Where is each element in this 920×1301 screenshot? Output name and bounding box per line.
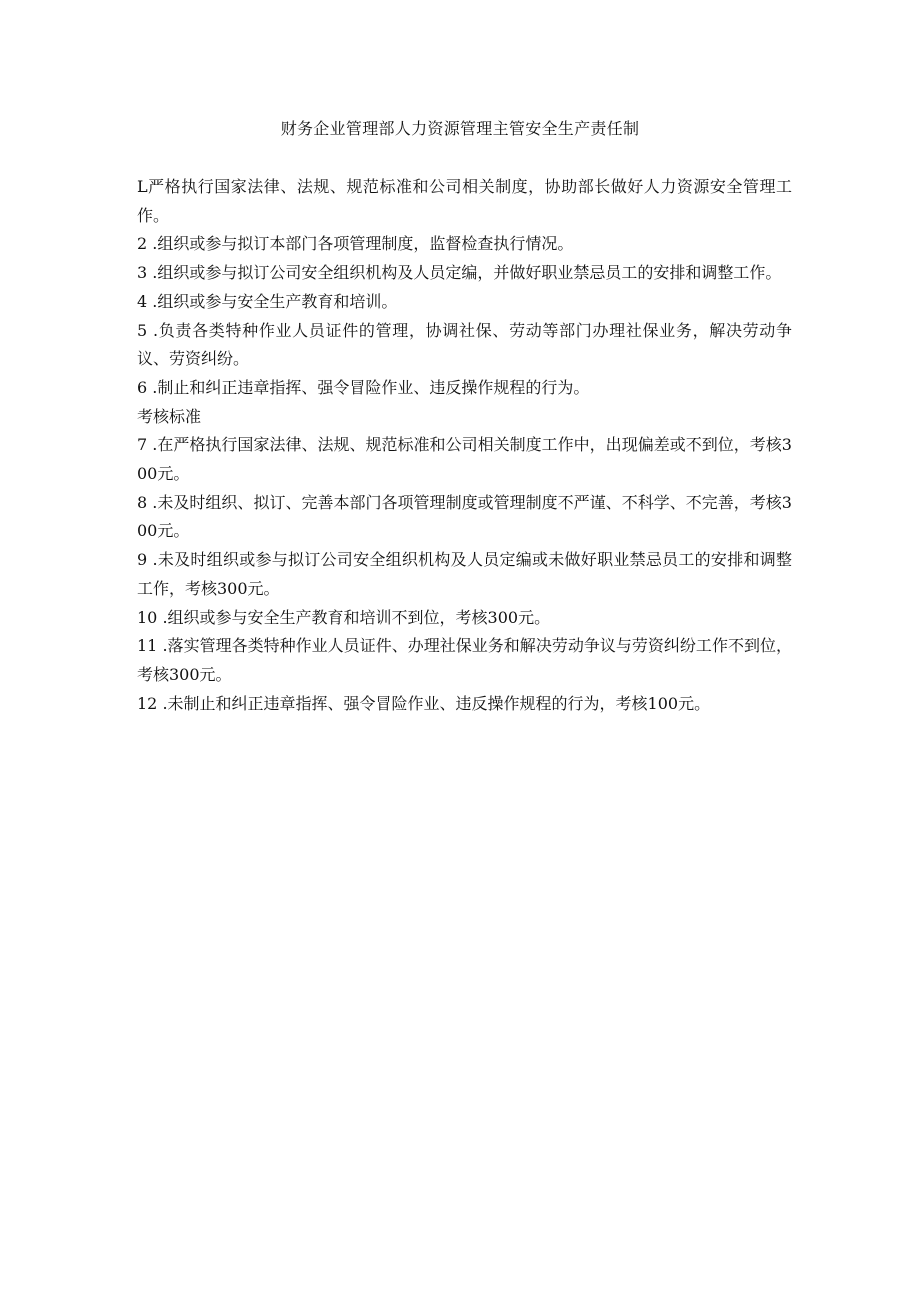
assessment-item-12: 12 .未制止和纠正违章指挥、强令冒险作业、违反操作规程的行为，考核100元。	[137, 693, 711, 713]
duty-item-5: 5 .负责各类特种作业人员证件的管理，协调社保、劳动等部门办理社保业务，解决劳动争议、劳资纠纷。	[137, 320, 792, 369]
document-title: 财务企业管理部人力资源管理主管安全生产责任制	[280, 119, 640, 138]
duty-item-3: 3 .组织或参与拟订公司安全组织机构及人员定编，并做好职业禁忌员工的安排和调整工作。	[137, 263, 782, 283]
assessment-item-10: 10 .组织或参与安全生产教育和培训不到位，考核300元。	[137, 607, 551, 627]
assessment-item-8: 8 .未及时组织、拟订、完善本部门各项管理制度或管理制度不严谨、不科学、不完善，考核300元。	[137, 492, 792, 541]
assessment-heading: 考核标准	[137, 406, 202, 426]
assessment-item-7: 7 .在严格执行国家法律、法规、规范标准和公司相关制度工作中，出现偏差或不到位，考核300元。	[137, 435, 792, 484]
duty-item-4: 4 .组织或参与安全生产教育和培训。	[137, 291, 398, 311]
duty-item-6: 6 .制止和纠正违章指挥、强令冒险作业、违反操作规程的行为。	[137, 377, 590, 397]
duty-item-1: L严格执行国家法律、法规、规范标准和公司相关制度，协助部长做好人力资源安全管理工作。	[137, 177, 792, 225]
duty-item-2: 2 .组织或参与拟订本部门各项管理制度，监督检查执行情况。	[137, 234, 574, 254]
assessment-item-9: 9 .未及时组织或参与拟订公司安全组织机构及人员定编或未做好职业禁忌员工的安排和调整工作，考核300元。	[137, 550, 792, 598]
document-body	[137, 173, 792, 718]
assessment-item-11: 11 .落实管理各类特种作业人员证件、办理社保业务和解决劳动争议与劳资纠纷工作不到位，考核300元。	[137, 636, 792, 684]
